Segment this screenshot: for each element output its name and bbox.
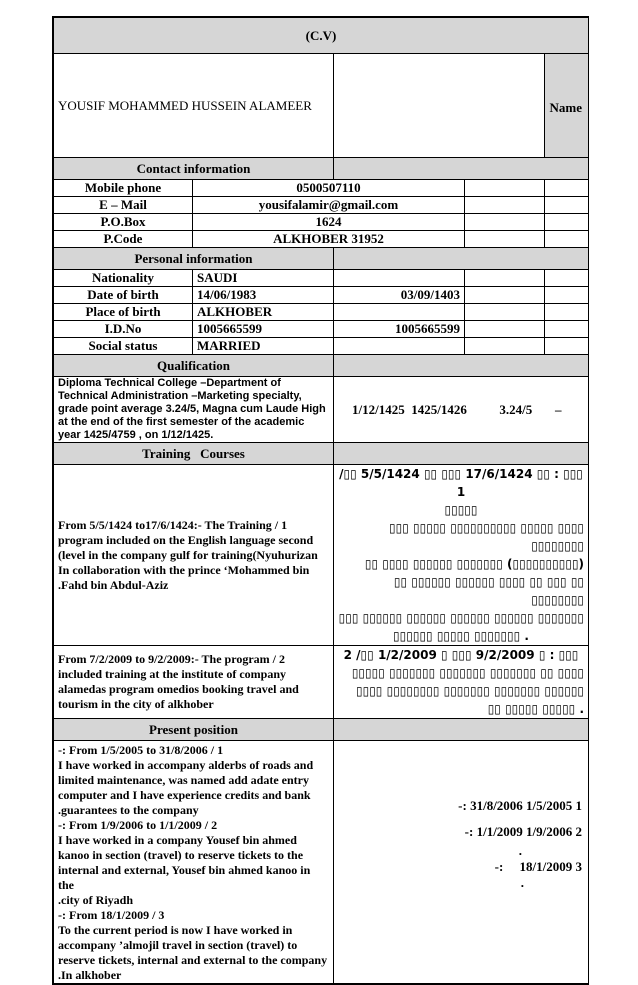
present-text (54, 741, 334, 984)
present-heading: Present position (54, 719, 334, 741)
full-name: YOUSIF MOHAMMED HUSSEIN ALAMEER (54, 54, 334, 158)
dob-value: 14/06/1983 (193, 287, 334, 304)
qualification-right: 1/12/1425 1425/1426 3.24/5 – (334, 377, 589, 443)
blank (465, 180, 545, 197)
status-value: MARRIED (193, 338, 334, 355)
pobox-label: P.O.Box (54, 214, 193, 231)
blank (465, 270, 545, 287)
present-line: computer and I have experience credits and bank (58, 788, 311, 802)
blank (465, 231, 545, 248)
present-line: .guarantees to the company (58, 803, 199, 817)
email-label: E – Mail (54, 197, 193, 214)
course-1-line: (▯▯▯▯▯▯▯▯▯▯) ▯▯▯▯▯▯▯ ▯▯▯▯▯▯ ▯▯▯▯ ▯▯ (364, 557, 585, 571)
contact-heading-fill (334, 158, 589, 180)
blank (465, 304, 545, 321)
id-label: I.D.No (54, 321, 193, 338)
contact-heading: Contact information (54, 158, 334, 180)
cv-title: (C.V) (54, 18, 589, 54)
dob-label: Date of birth (54, 287, 193, 304)
present-line: I have worked in accompany alderbs of roads and (58, 758, 314, 772)
qualification-heading: Qualification (54, 355, 334, 377)
pcode-label: P.Code (54, 231, 193, 248)
blank (465, 214, 545, 231)
blank (334, 270, 465, 287)
blank (465, 321, 545, 338)
present-heading-fill (334, 719, 589, 741)
present-right-line: . (520, 875, 525, 890)
course-2-line: . ▯▯▯▯▯ ▯▯▯▯▯ ▯▯ (487, 702, 585, 716)
present-line: accompany ’almojil travel in section (travel) to (58, 938, 298, 952)
course-1-line: ▯▯▯▯ ▯▯▯▯▯ ▯▯▯▯▯▯▯▯▯▯ ▯▯▯▯▯ ▯▯▯ ▯▯▯▯▯▯▯▯ (389, 521, 585, 553)
present-right-line: -: 18/1/2009 3 (494, 859, 583, 874)
present-right (334, 741, 589, 984)
present-line: I have worked in a company Yousef bin ahmed (58, 833, 297, 847)
blank (545, 287, 589, 304)
personal-heading: Personal information (54, 248, 334, 270)
nationality-value: SAUDI (193, 270, 334, 287)
blank (545, 338, 589, 355)
course-2-line: ▯▯▯▯▯▯ ▯▯▯▯▯▯▯ ▯▯▯▯▯▯▯ ▯▯▯▯▯▯▯▯ ▯▯▯▯ (356, 684, 585, 698)
qualification-text: Diploma Technical College –Department of Technical Administration –Marketing specialty, grade point average 3.24/5, Magna cum Laude High at the end of the first semester of the academic year 1425/4759 , on 1/12/1425. (54, 377, 334, 443)
id-value-2: 1005665599 (334, 321, 465, 338)
present-line: To the current period is now I have worked in (58, 923, 293, 937)
course-1-line: ▯▯▯ : ▯▯ 17/6/1424 ▯▯▯ ▯▯ 5/5/1424 ▯▯/ 1 (339, 467, 583, 499)
present-line: reserve tickets, internal and external to the company (58, 953, 328, 967)
nationality-label: Nationality (54, 270, 193, 287)
course-1-line: ▯▯▯▯▯ (444, 503, 478, 517)
blank (545, 214, 589, 231)
course-1-arabic (334, 465, 589, 646)
present-line: internal and external, Yousef bin ahmed kanoo in the (58, 863, 311, 892)
pcode-value: ALKHOBER 31952 (193, 231, 465, 248)
course-2-line: ▯▯▯ : ▯ 9/2/2009 ▯▯▯ ▯ 1/2/2009 ▯▯/ 2 (343, 648, 579, 662)
blank (545, 304, 589, 321)
present-right-line: -: 1/1/2009 1/9/2006 2 (464, 824, 583, 839)
blank (545, 197, 589, 214)
mobile-value: 0500507110 (193, 180, 465, 197)
name-blank (334, 54, 545, 158)
dob-hijri: 03/09/1403 (334, 287, 465, 304)
training-heading-fill (334, 443, 589, 465)
mobile-label: Mobile phone (54, 180, 193, 197)
blank (545, 231, 589, 248)
present-line: -: From 1/5/2005 to 31/8/2006 / 1 (58, 743, 224, 757)
course-2-arabic (334, 646, 589, 719)
present-right-line: -: 31/8/2006 1/5/2005 1 (458, 798, 583, 813)
present-line: .city of Riyadh (58, 893, 133, 907)
blank (334, 304, 465, 321)
present-line: -: From 1/9/2006 to 1/1/2009 / 2 (58, 818, 218, 832)
id-value: 1005665599 (193, 321, 334, 338)
blank (465, 197, 545, 214)
personal-heading-fill (334, 248, 589, 270)
present-right-line: . (518, 843, 523, 858)
course-1-line: . ▯▯▯▯▯▯▯ ▯▯▯▯▯ ▯▯▯▯▯▯ (393, 629, 529, 643)
blank (465, 338, 545, 355)
pob-value: ALKHOBER (193, 304, 334, 321)
training-heading: Training Courses (54, 443, 334, 465)
course-1-line: ▯▯ ▯▯▯ ▯▯ ▯▯▯▯ ▯▯▯▯▯▯ ▯▯▯▯▯▯ ▯▯ ▯▯▯▯▯▯▯▯ (393, 575, 585, 607)
present-line: limited maintenance, was named add adate entry (58, 773, 309, 787)
blank (334, 338, 465, 355)
present-line: -: From 18/1/2009 / 3 (58, 908, 165, 922)
course-1-line: ▯▯▯▯▯▯▯ ▯▯▯▯▯▯ ▯▯▯▯▯▯ ▯▯▯▯▯▯ ▯▯▯▯▯▯ ▯▯▯ (338, 611, 585, 625)
cv-sheet (52, 16, 589, 985)
blank (545, 321, 589, 338)
present-line: kanoo in section (travel) to reserve tickets to the (58, 848, 304, 862)
blank (545, 270, 589, 287)
pob-label: Place of birth (54, 304, 193, 321)
course-2-text: From 7/2/2009 to 9/2/2009:- The program / 2 included training at the institute of company alamedas program omedios booking travel and tourism in the city of alkhober (54, 646, 334, 719)
email-value: yousifalamir@gmail.com (193, 197, 465, 214)
blank (545, 180, 589, 197)
present-line: .In alkhober (58, 968, 122, 982)
course-1-text: From 5/5/1424 to17/6/1424:- The Training / 1 program included on the English language second (level in the company gulf for training(Nyuhurizan In collaboration with the prince ‘Mohammed bin .Fahd bin Abdul-Aziz (54, 465, 334, 646)
blank (465, 287, 545, 304)
name-label: Name (545, 54, 589, 158)
course-2-line: ▯▯▯▯ ▯▯ ▯▯▯▯▯▯▯ ▯▯▯▯▯▯▯ ▯▯▯▯▯▯▯ ▯▯▯▯▯ (351, 666, 585, 680)
cv-table (53, 17, 589, 984)
pobox-value: 1624 (193, 214, 465, 231)
status-label: Social status (54, 338, 193, 355)
qualification-heading-fill (334, 355, 589, 377)
